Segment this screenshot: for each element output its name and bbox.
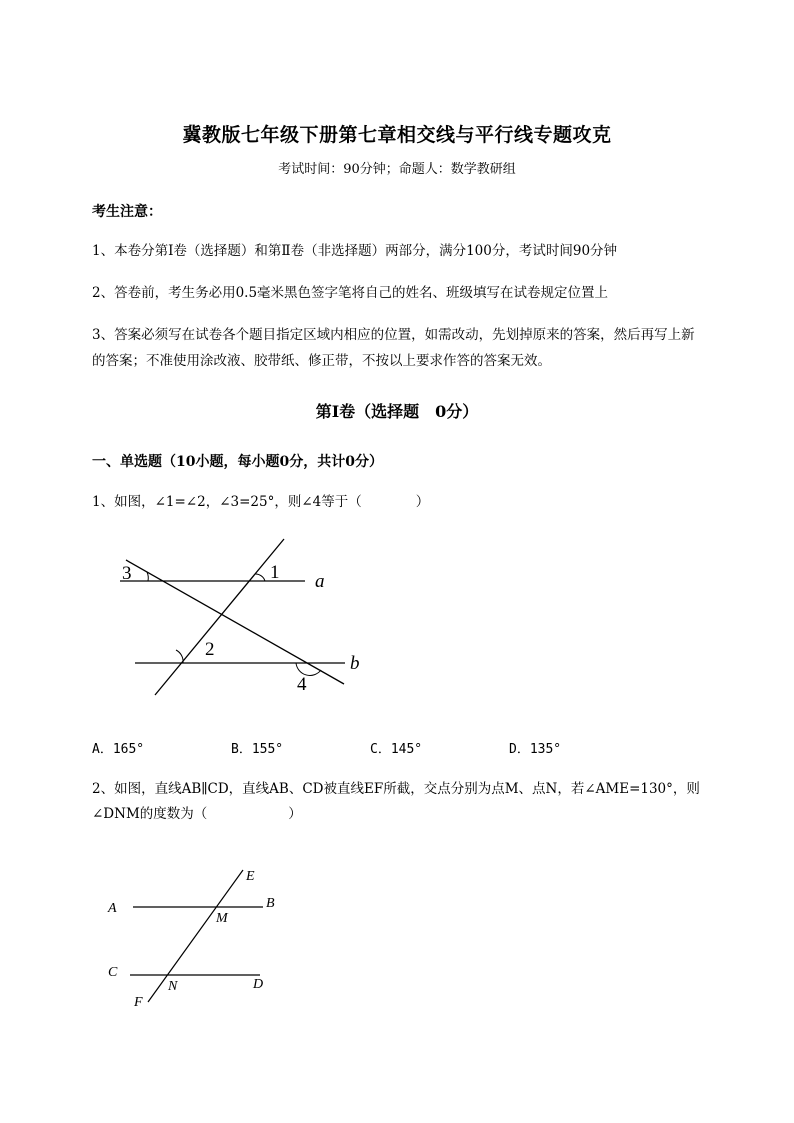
option-a[interactable]: A．165° <box>92 742 145 757</box>
label-3: 3 <box>122 563 132 584</box>
angle-1-arc <box>255 574 265 581</box>
question-2-stem-line2: ∠DNM的度数为（ ） <box>92 806 302 822</box>
label-b: b <box>350 653 360 674</box>
label-4: 4 <box>297 674 307 695</box>
question-1-stem: 1、如图，∠1=∠2，∠3=25°，则∠4等于（ ） <box>92 494 430 510</box>
label-2: 2 <box>205 639 215 660</box>
label-1: 1 <box>270 562 280 583</box>
label-f: F <box>134 995 143 1010</box>
option-d[interactable]: D．135° <box>509 742 562 757</box>
label-d: D <box>253 977 264 992</box>
notice-item-2: 2、答卷前，考生务必用0.5毫米黑色签字笔将自己的姓名、班级填写在试卷规定位置上 <box>92 285 609 301</box>
part-heading: 一、单选题（10小题，每小题0分，共计0分） <box>92 454 383 470</box>
option-c[interactable]: C．145° <box>370 742 423 757</box>
transversal-2 <box>155 539 284 695</box>
label-e: E <box>246 869 255 884</box>
angle-3-arc <box>147 572 148 581</box>
question-1-figure <box>110 532 370 702</box>
label-m: M <box>216 911 228 926</box>
question-2-stem-line1: 2、如图，直线AB∥CD，直线AB、CD被直线EF所截，交点分别为点M、点N，若∠AME=130°，则 <box>92 781 700 797</box>
label-a: a <box>315 571 325 592</box>
exam-info: 考试时间：90分钟；命题人：数学教研组 <box>278 162 516 177</box>
page-title: 冀教版七年级下册第七章相交线与平行线专题攻克 <box>182 124 612 146</box>
question-2-figure <box>100 862 290 1012</box>
notice-heading: 考生注意： <box>92 204 162 220</box>
notice-item-3: 3、答案必须写在试卷各个题目指定区域内相应的位置，如需改动，先划掉原来的答案，然后再写上新 <box>92 327 695 343</box>
angle-2-arc <box>176 650 183 663</box>
option-b[interactable]: B．155° <box>231 742 284 757</box>
label-n: N <box>168 979 178 994</box>
notice-item-3-cont: 的答案；不准使用涂改液、胶带纸、修正带，不按以上要求作答的答案无效。 <box>92 353 551 369</box>
label-a: A <box>108 901 117 916</box>
notice-item-1: 1、本卷分第I卷（选择题）和第Ⅱ卷（非选择题）两部分，满分100分，考试时间90分钟 <box>92 243 618 259</box>
section-title: 第I卷（选择题 0分） <box>315 402 479 421</box>
line-ef <box>148 870 243 1002</box>
transversal-1 <box>126 560 344 684</box>
label-b: B <box>266 896 275 911</box>
label-c: C <box>108 965 118 980</box>
